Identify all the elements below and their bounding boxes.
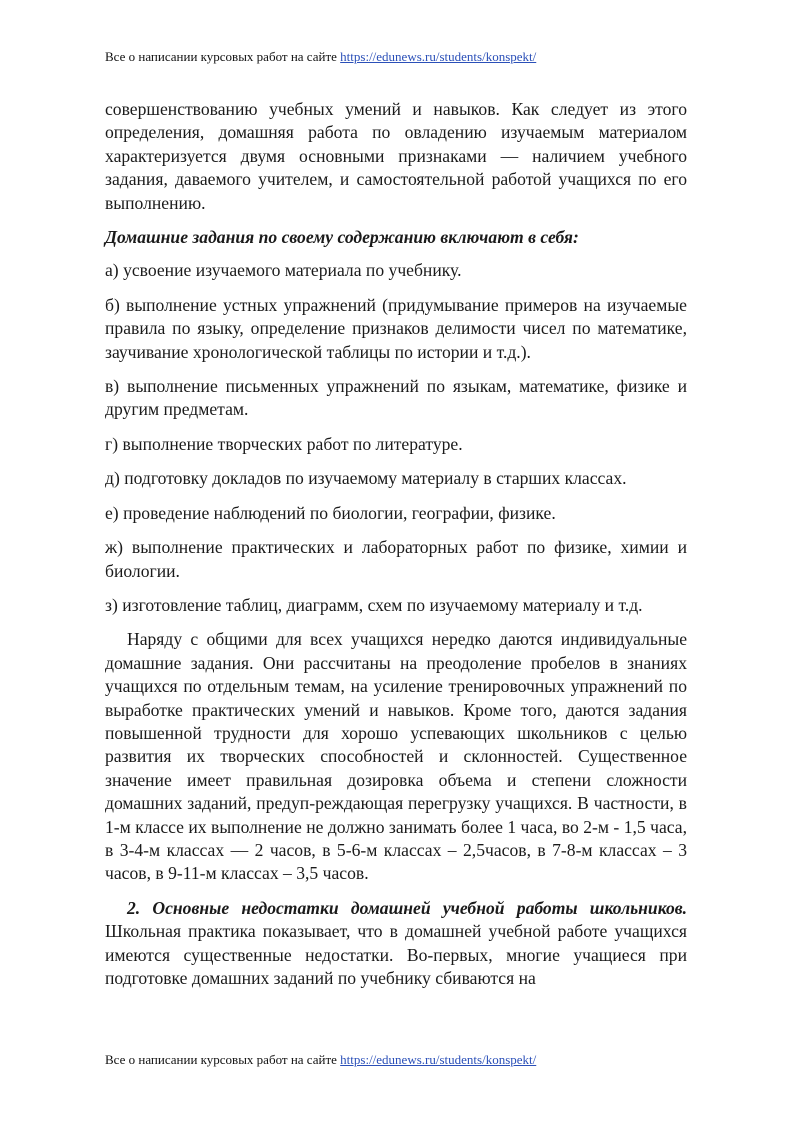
body-paragraph: Наряду с общими для всех учащихся нередко даются индивидуальные домашние задания. Они рассчитаны на преодоление пробелов в знаниях учащихся по отдельным темам, на усиление тренировочных упражнений по выработке практических умений и навыков. Кроме того, даются задания повышенной трудности для хорошо успевающих школьников с целью развития их творческих способностей и склонностей. Существенное значение имеет правильная дозировка объема и степени сложности домашних заданий, предуп-реждающая перегрузку учащихся. В частности, в 1-м классе их выполнение не должно занимать более 1 часа, во 2-м - 1,5 часа, в 3-4-м классах — 2 часов, в 5-6-м классах – 2,5часов, в 7-8-м классах – 3 часов, в 9-11-м классах – 3,5 часов. (105, 629, 687, 884)
list-heading: Домашние задания по своему содержанию включают в себя: (105, 227, 579, 248)
list-item: г) выполнение творческих работ по литературе. (105, 433, 463, 454)
list-item: ж) выполнение практических и лабораторных работ по физике, химии и биологии. (105, 537, 687, 581)
section-heading: 2. Основные недостатки домашней учебной работы школьников. (127, 897, 687, 918)
page-footer (105, 1052, 536, 1068)
list-item: е) проведение наблюдений по биологии, географии, физике. (105, 502, 556, 523)
list-item: д) подготовку докладов по изучаемому материалу в старших классах. (105, 468, 627, 489)
list-item: а) усвоение изучаемого материала по учебнику. (105, 260, 462, 281)
document-body (105, 98, 687, 990)
section-text: Школьная практика показывает, что в домашней учебной работе учащихся имеются существенные недостатки. Во-первых, многие учащиеся при подготовке домашних заданий по учебнику сбиваются на (105, 921, 687, 988)
section-paragraph (105, 897, 687, 991)
footer-text: Все о написании курсовых работ на сайте (105, 1052, 341, 1067)
footer-link[interactable]: https://edunews.ru/students/konspekt/ (340, 1052, 537, 1067)
header-link[interactable]: https://edunews.ru/students/konspekt/ (340, 49, 537, 64)
header-text: Все о написании курсовых работ на сайте (105, 49, 341, 64)
list-item: в) выполнение письменных упражнений по языкам, математике, физике и другим предметам. (105, 376, 687, 420)
intro-paragraph: совершенствованию учебных умений и навыков. Как следует из этого определения, домашняя работа по овладению изучаемым материалом характеризуется двумя основными признаками — наличием учебного задания, даваемого учителем, и самостоятельной работой учащихся по его выполнению. (105, 99, 687, 213)
page-header (105, 49, 536, 65)
list-item: б) выполнение устных упражнений (придумывание примеров на изучаемые правила по языку, определение признаков делимости чисел по математике, заучивание хронологической таблицы по истории и т.д.). (105, 294, 687, 362)
list-item: з) изготовление таблиц, диаграмм, схем по изучаемому материалу и т.д. (105, 594, 643, 615)
